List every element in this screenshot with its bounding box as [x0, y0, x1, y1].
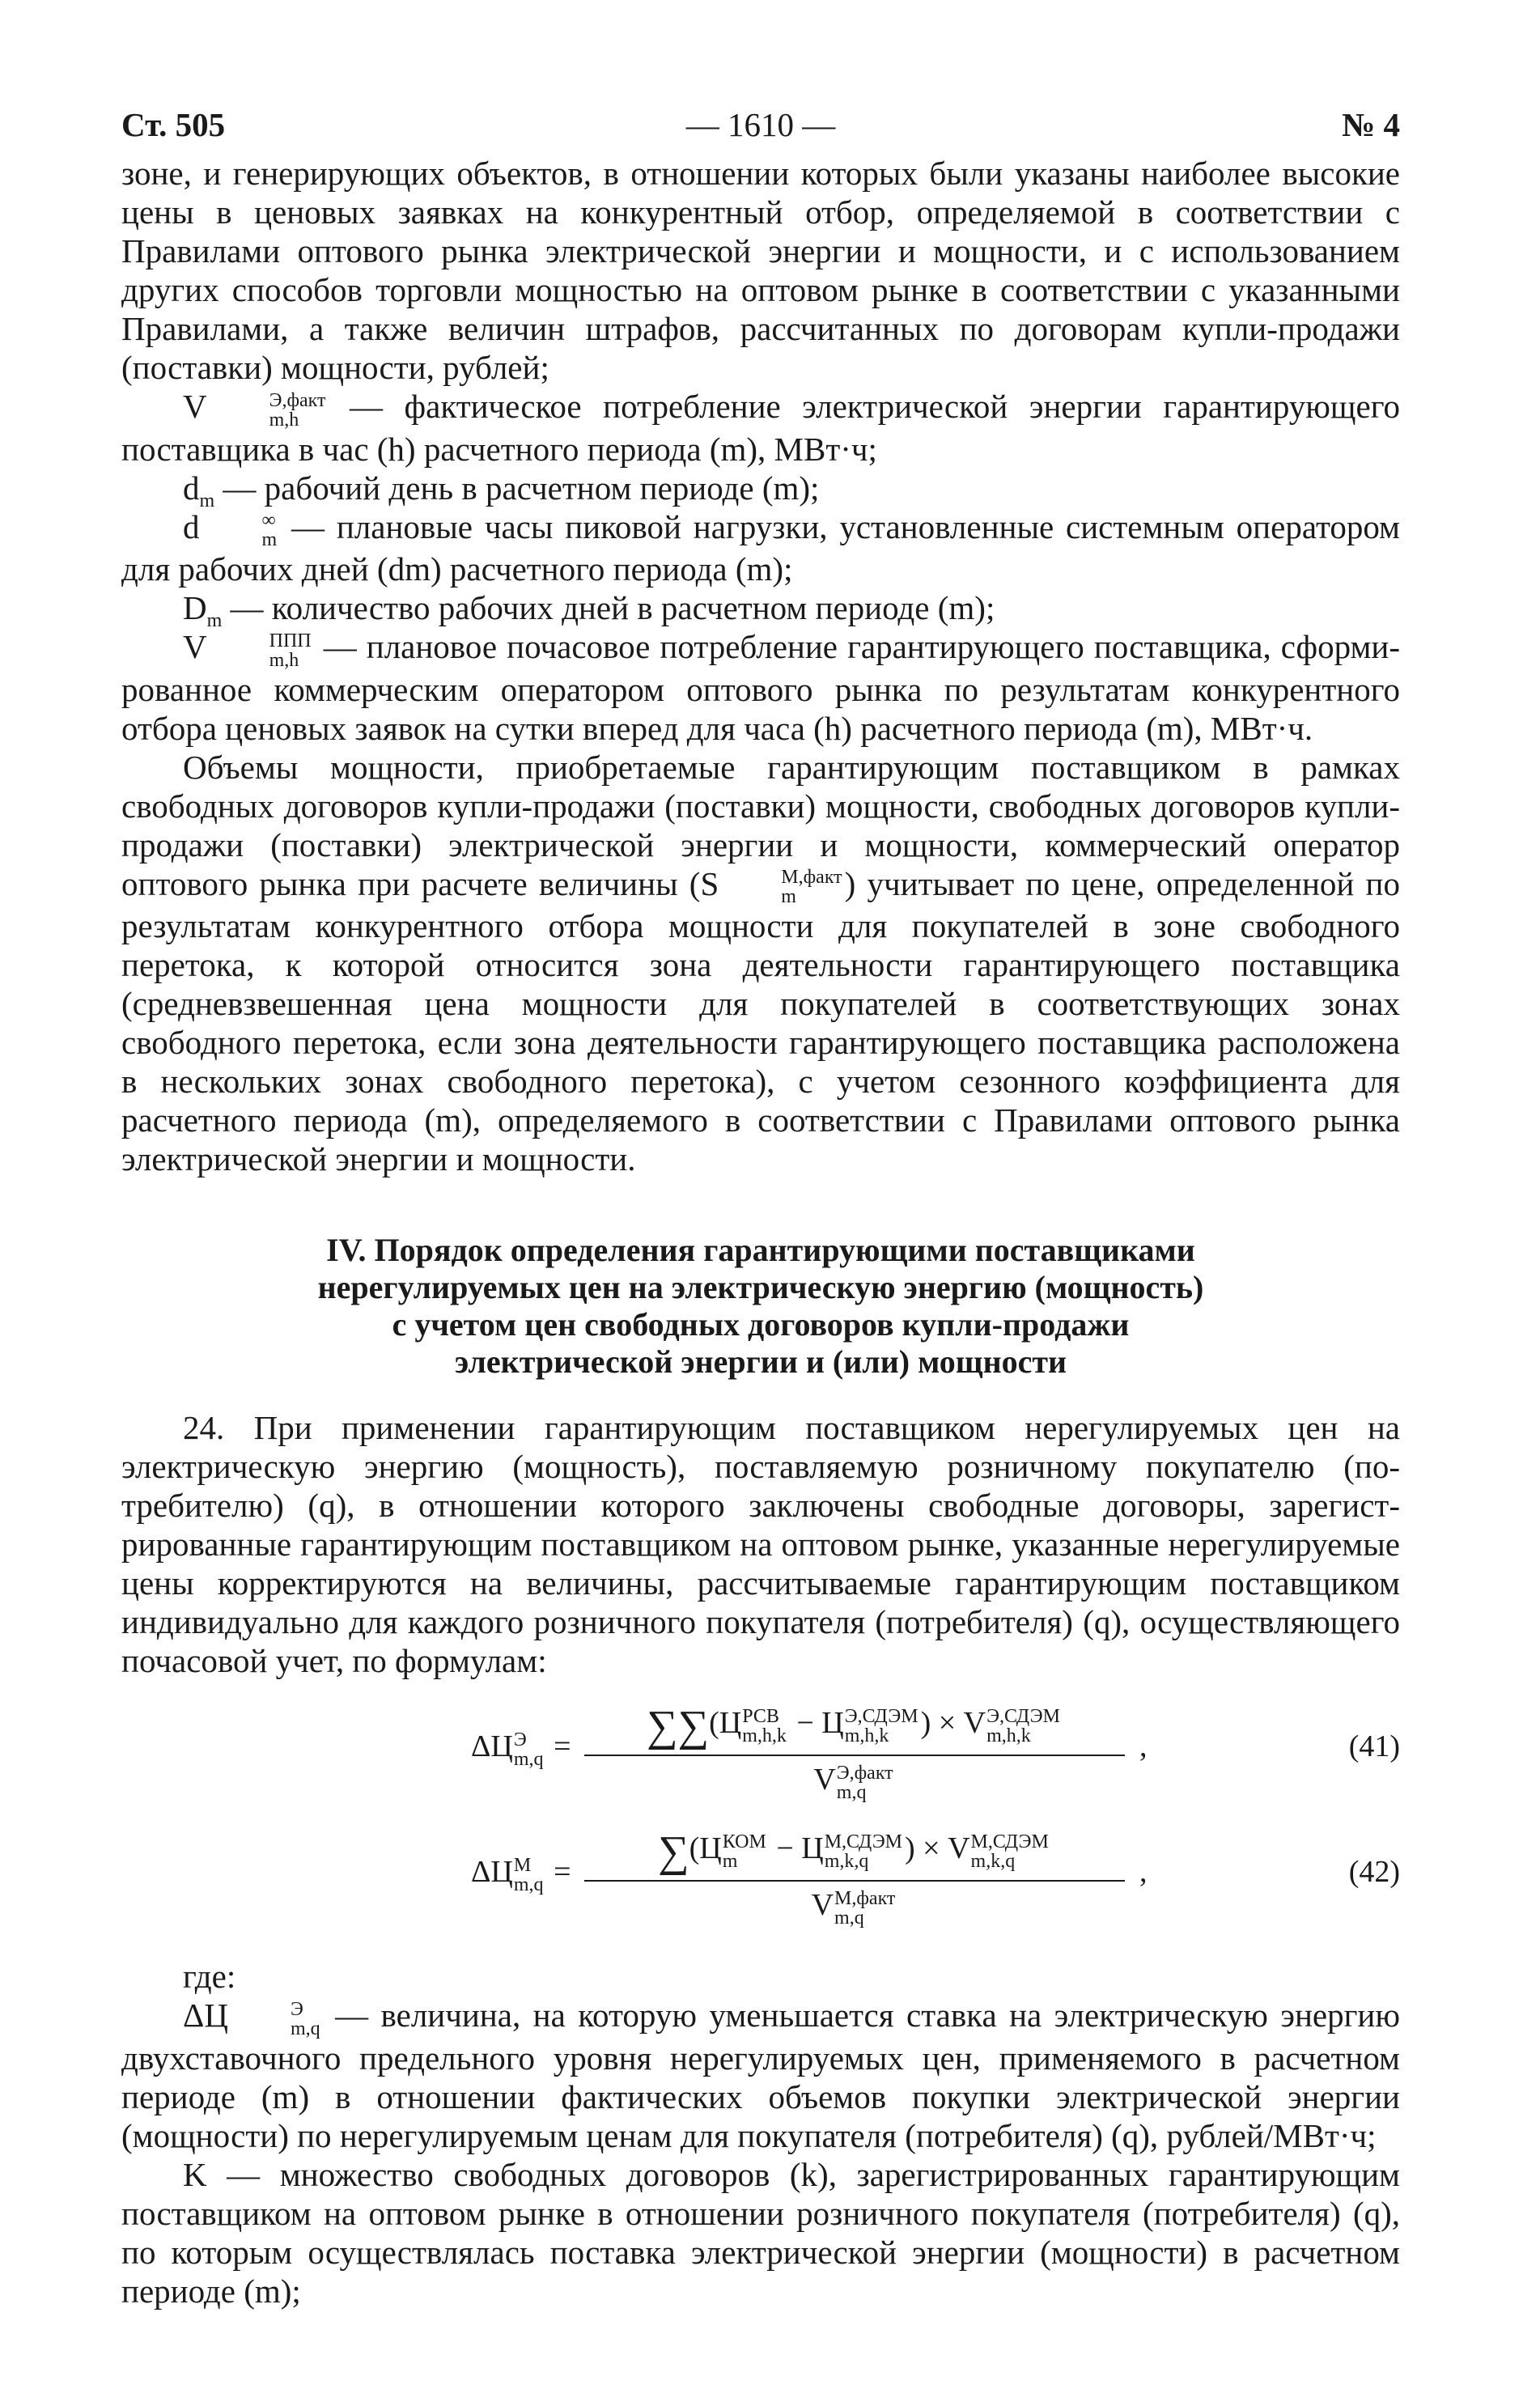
paragraph-volumes: Объемы мощности, приобретаемые гарантирующим поставщиком в рамках свободных договоров купли-продажи (поставки) мощности, свободных договоров купли-продажи (поставки) электрической энергии и мощности, коммерческий оператор оптового рынка при расчете величины (S М,факт m ) учитывает по цене, определенной по результатам конкурентного отбора мощности для покупателей в зоне свободного перетока, к которой относится зона деятельности гарантирующего поставщика (средневзвешенная цена мощности для покупателей в соответствующих зонах свободного перетока, если зона деятельности гарантирующего поставщика расположена в нескольких зонах свободного перетока), с учетом сезонного коэффициента для расчетного периода (m), определяемого в соответствии с Правилами оптового рынка электрической энергии и мощности. [121, 748, 1400, 1178]
header-article: Ст. 505 [121, 106, 226, 143]
where-label: где: [183, 1958, 236, 1996]
definition-delta-price: ΔЦ Э m,q — величина, на которую уменьшается ставка на электрическую энергию двухставочного предельного уровня нерегулируемых цен, применяемого в расчетном периоде (m) в отношении фактических объемов покупки электрической энергии (мощности) по нерегулируемым ценам для покупателя (потребителя) (q), рублей/МВт·ч; [121, 1996, 1400, 2154]
paragraph-continuation: зоне, и генерирующих объектов, в отношении которых были указаны наиболее высокие цены в ценовых заявках на конкурентный отбор, определяемой в соответствии с Правилами оптового рынка электрической энергии и мощности, и с использованием других способов торговли мощностью на оптовом рынке в соответствии с указанными Правилами, а также величин штрафов, рассчитанных по договорам купли-продажи (поставки) мощности, рублей; [121, 155, 1400, 386]
header-page-number: — 1610 — [685, 106, 836, 143]
definition-k-set: K — множество свободных договоров (k), зарегистрированных гарантирующим поставщиком на оптовом рынке в отношении розничного покупателя (потребителя) (q), по которым осуществлялась поставка электрической энергии (мощности) в расчетном периоде (m); [121, 2155, 1400, 2310]
formula-41: ΔЦ Э m,q = ∑∑(Ц РСВ m,h,k − Ц Э,СДЭМ m,h,k ) × V Э,СДЭМ m,h,k V Э,факт m,q , (41) [471, 1701, 1400, 1803]
definition-dm: $d_m$ — рабочий день в расчетном периоде (m); [183, 469, 820, 511]
definition-v-fact: V Э,факт m,h — фактическое потребление электрической энергии гарантирующего поставщика в час (h) расчетного периода (m), МВт·ч; [121, 388, 1400, 468]
body-text [121, 154, 1400, 1178]
page-header [121, 105, 1400, 154]
definition-Dm: $D_m$ — количество рабочих дней в расчетном периоде (m); [183, 589, 995, 632]
formula-42: ΔЦ М m,q = ∑(Ц КОМ m − Ц М,СДЭМ m,k,q ) × V М,СДЭМ m,k,q V М,факт m,q , (42) [471, 1827, 1400, 1929]
header-issue-number: № 4 [1342, 106, 1400, 143]
document-page [121, 105, 1400, 2310]
section-heading: IV. Порядок определения гарантирующими поставщиками нерегулируемых цен на электрическую энергию (мощность) с учетом цен свободных договоров купли-продажи электрической энергии и (или) мощности [317, 1232, 1204, 1381]
formula-number: (41) [1348, 1729, 1400, 1764]
paragraph-24: 24. При применении гарантирующим поставщиком нерегулируемых цен на электрическую энергию (мощность), поставляемую розничному покупателю (потребителю) (q), в отношении которого заключены свободные договоры, зарегистрированные гарантирующим поставщиком на оптовом рынке, указанные нерегулируемые цены корректируются на величины, рассчитываемые гарантирующим поставщиком индивидуально для каждого розничного покупателя (потребителя) (q), осуществляющего почасовой учет, по формулам: [121, 1409, 1400, 1680]
formula-number: (42) [1348, 1855, 1400, 1890]
definition-v-ppp: V ППП m,h — плановое почасовое потребление гарантирующего поставщика, сформированное коммерческим оператором оптового рынка по результатам конкурентного отбора ценовых заявок на сутки вперед для часа (h) расчетного периода (m), МВт·ч. [121, 628, 1400, 747]
definition-peak-hours: d ∞ m — плановые часы пиковой нагрузки, установленные системным оператором для рабочих дней (dm) расчетного периода (m); [121, 507, 1401, 588]
